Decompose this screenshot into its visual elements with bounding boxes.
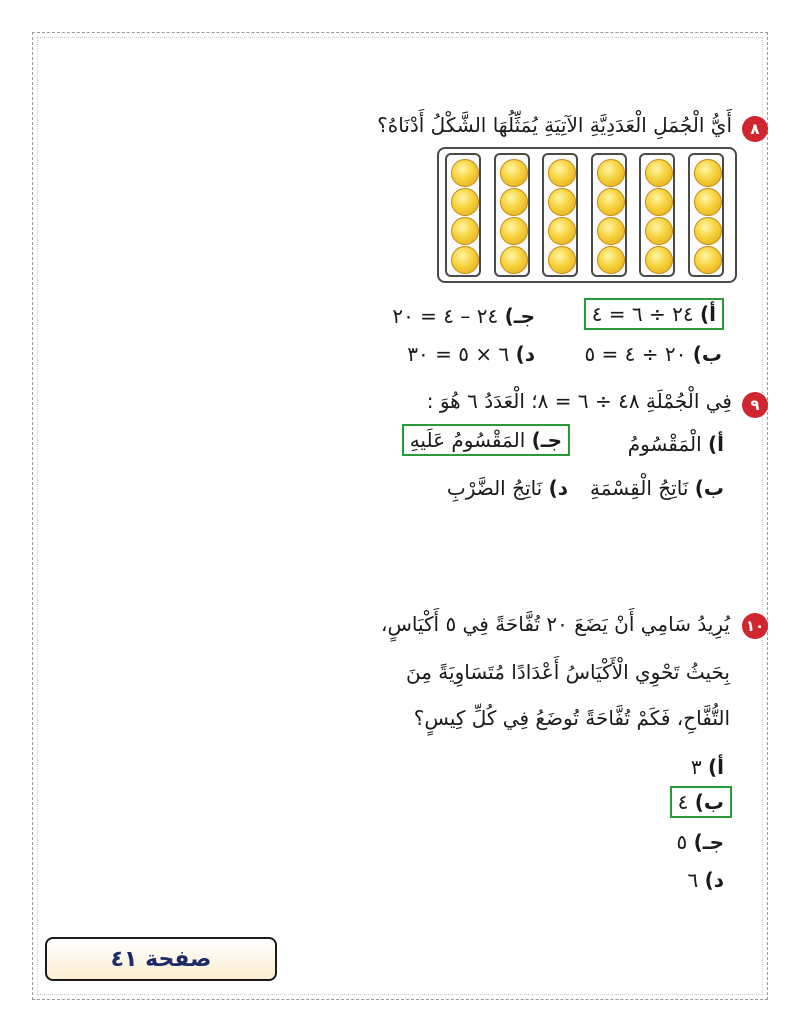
option-label: د) [515,342,535,366]
ball [451,246,479,274]
ball [597,159,625,187]
question-9-text: فِي الْجُمْلَةِ ٤٨ ÷ ٦ = ٨؛ الْعَدَدُ ٦ هُوَ : [426,389,732,413]
option-text: ٣ [690,755,702,779]
q10-option-a[interactable] [691,755,724,779]
ball [451,217,479,245]
ball [500,217,528,245]
ball [548,246,576,274]
ball [645,217,673,245]
q8-option-c[interactable] [392,304,535,328]
option-text: ٢٠ ÷ ٤ = ٥ [584,342,687,366]
question-number-badge-8: ٨ [742,116,768,142]
page-number-label: صفحة ٤١ [45,937,277,981]
ball [500,246,528,274]
option-label: د) [704,868,724,892]
tray [445,153,481,277]
option-text: ٦ × ٥ = ٣٠ [407,342,510,366]
ball [548,159,576,187]
option-label: جـ) [693,830,724,854]
ball [500,159,528,187]
option-text: ٢٤ – ٤ = ٢٠ [392,304,499,328]
option-label: ب) [692,342,722,366]
ball [500,188,528,216]
ball [645,159,673,187]
q10-option-d[interactable] [687,868,724,892]
option-label: أ) [700,302,716,326]
tray [688,153,724,277]
question-10-line-2: بِحَيثُ تَحْوِي الْأَكْيَاسُ أَعْدَادًا مُتَسَاوِيَةً مِنَ [405,660,730,684]
option-text: ٤ [677,790,689,814]
q9-option-a[interactable] [628,432,724,456]
option-label: أ) [708,755,724,779]
option-text: ٦ [687,868,699,892]
ball [694,246,722,274]
q8-option-d[interactable] [407,342,535,366]
question-10-line-3: التُّفَّاحِ، فَكَمْ تُفَّاحَةً تُوضَعُ فِي كُلِّ كِيسٍ؟ [413,706,730,730]
option-text: ٥ [676,830,688,854]
q8-option-b[interactable] [584,342,722,366]
tray [542,153,578,277]
ball [597,217,625,245]
ball [694,159,722,187]
option-text: نَاتِجُ الضَّرْبِ [446,476,543,500]
tray [494,153,530,277]
option-label: ب) [694,790,724,814]
q9-option-d[interactable] [447,476,568,500]
option-text: المَقْسُومُ عَلَيهِ [409,428,526,452]
ball [645,188,673,216]
ball [548,217,576,245]
ball [694,217,722,245]
option-text: الْمَقْسُومُ [627,432,702,456]
ball [548,188,576,216]
question-number-badge-10: ١٠ [742,613,768,639]
option-label: أ) [708,432,724,456]
option-label: د) [548,476,568,500]
ball [597,188,625,216]
q10-option-b[interactable] [670,790,732,814]
option-label: جـ) [504,304,535,328]
option-text: نَاتِجُ الْقِسْمَةِ [590,476,689,500]
q8-option-a[interactable] [584,302,724,326]
question-number-badge-9: ٩ [742,392,768,418]
question-8-text: أَيُّ الْجُمَلِ الْعَدَدِيَّةِ الآتِيَةِ يُمَثِّلُهَا الشَّكْلُ أَدْنَاهُ؟ [377,113,732,137]
q9-option-b[interactable] [590,476,724,500]
option-label: ب) [694,476,724,500]
tray [591,153,627,277]
option-label: جـ) [531,428,562,452]
tray [639,153,675,277]
ball [694,188,722,216]
question-10-line-1: يُرِيدُ سَامِي أَنْ يَضَعَ ٢٠ تُفَّاحَةً فِي ٥ أَكْيَاسٍ، [381,612,730,636]
q10-option-c[interactable] [677,830,725,854]
q9-option-c[interactable] [402,428,570,452]
option-text: ٢٤ ÷ ٦ = ٤ [591,302,694,326]
ball [451,159,479,187]
ball [645,246,673,274]
ball [597,246,625,274]
ball [451,188,479,216]
